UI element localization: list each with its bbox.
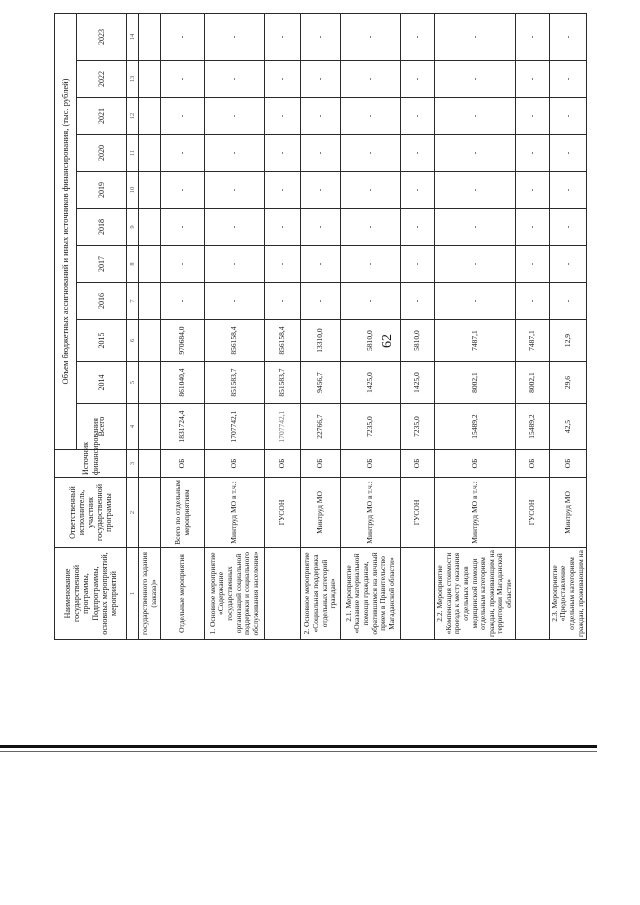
row-year-value-cell: - — [265, 13, 301, 60]
row-year-value-cell: - — [435, 13, 516, 60]
row-responsible-cell: ГУСОН — [265, 478, 301, 548]
row-name-cell: Отдельные мероприятия — [161, 548, 205, 640]
row-year-value-cell: - — [515, 209, 549, 246]
row-year-value-cell: 1425,0 — [341, 362, 401, 404]
row-year-value-cell — [139, 283, 161, 320]
row-year-value-cell: - — [341, 283, 401, 320]
row-source-cell: ОБ — [301, 450, 341, 478]
row-year-value-cell: - — [549, 13, 587, 60]
row-year-value-cell: 7487,1 — [515, 320, 549, 362]
row-total-cell — [139, 404, 161, 450]
table-row — [205, 13, 265, 639]
row-responsible-cell: ГУСОН — [515, 478, 549, 548]
header-year: 2014 — [77, 362, 127, 404]
header-year: 2016 — [77, 283, 127, 320]
row-year-value-cell: - — [301, 13, 341, 60]
row-year-value-cell: - — [161, 98, 205, 135]
row-name-cell: 2. Основное мероприятие «Социальная поддержка отдельных категорий граждан» — [301, 548, 341, 640]
row-year-value-cell: - — [549, 135, 587, 172]
row-year-value-cell: - — [549, 246, 587, 283]
row-responsible-cell: Минтруд МО — [549, 478, 587, 548]
row-year-value-cell: 5810,0 — [341, 320, 401, 362]
row-year-value-cell: - — [265, 246, 301, 283]
row-responsible-cell — [139, 478, 161, 548]
scan-edge-line — [0, 745, 597, 748]
row-source-cell: ОБ — [549, 450, 587, 478]
row-year-value-cell: - — [549, 172, 587, 209]
row-year-value-cell: - — [549, 61, 587, 98]
column-index: 8 — [127, 246, 139, 283]
row-year-value-cell — [139, 320, 161, 362]
row-year-value-cell: 7487,1 — [435, 320, 516, 362]
row-year-value-cell: 1425,0 — [401, 362, 435, 404]
row-year-value-cell: - — [435, 61, 516, 98]
column-index: 1 — [127, 548, 139, 640]
row-year-value-cell — [139, 362, 161, 404]
table-row — [301, 13, 341, 639]
row-name-cell — [265, 548, 301, 640]
row-year-value-cell — [139, 246, 161, 283]
header-year: 2017 — [77, 246, 127, 283]
row-year-value-cell: - — [401, 135, 435, 172]
column-index-row — [127, 13, 139, 639]
row-year-value-cell: - — [515, 246, 549, 283]
row-year-value-cell: 861040,4 — [161, 362, 205, 404]
row-year-value-cell: - — [205, 209, 265, 246]
row-year-value-cell: - — [301, 135, 341, 172]
row-year-value-cell — [139, 135, 161, 172]
row-year-value-cell: - — [341, 13, 401, 60]
row-year-value-cell: - — [435, 172, 516, 209]
row-year-value-cell: - — [515, 13, 549, 60]
row-year-value-cell: - — [301, 61, 341, 98]
row-year-value-cell: - — [205, 61, 265, 98]
row-total-cell: 15489,2 — [515, 404, 549, 450]
table-row — [435, 13, 516, 639]
table-row — [341, 13, 401, 639]
row-year-value-cell: - — [515, 283, 549, 320]
header-source: Источник финансирования — [55, 450, 127, 478]
row-year-value-cell: 5810,0 — [401, 320, 435, 362]
table-row — [549, 13, 587, 639]
header-name: Наименование государственной программы, Подпрограммы, основных мероприятий, мероприятий — [55, 548, 127, 640]
row-year-value-cell: - — [401, 172, 435, 209]
row-name-cell: 1. Основное мероприятие «Содержание государственных организаций социальной поддержки и социального обслуживания населения» — [205, 548, 265, 640]
row-source-cell: ОБ — [205, 450, 265, 478]
row-year-value-cell: - — [161, 61, 205, 98]
row-year-value-cell: - — [205, 246, 265, 283]
row-source-cell: ОБ — [161, 450, 205, 478]
column-index: 2 — [127, 478, 139, 548]
page-number: 62 — [380, 334, 395, 348]
header-year: 2018 — [77, 209, 127, 246]
row-total-cell: 15489,2 — [435, 404, 516, 450]
row-year-value-cell: - — [301, 172, 341, 209]
column-index: 5 — [127, 362, 139, 404]
row-year-value-cell: - — [301, 98, 341, 135]
row-year-value-cell: - — [205, 98, 265, 135]
header-year: 2015 — [77, 320, 127, 362]
row-year-value-cell: - — [341, 209, 401, 246]
row-source-cell: ОБ — [515, 450, 549, 478]
financing-table — [54, 13, 587, 640]
header-year: 2019 — [77, 172, 127, 209]
row-year-value-cell: - — [301, 246, 341, 283]
row-year-value-cell: 8002,1 — [515, 362, 549, 404]
row-source-cell — [139, 450, 161, 478]
row-year-value-cell: - — [161, 246, 205, 283]
row-year-value-cell: - — [401, 13, 435, 60]
column-index: 7 — [127, 283, 139, 320]
row-year-value-cell: - — [435, 135, 516, 172]
row-year-value-cell: - — [265, 283, 301, 320]
row-year-value-cell: 851583,7 — [265, 362, 301, 404]
header-year: 2020 — [77, 135, 127, 172]
row-year-value-cell — [139, 209, 161, 246]
row-year-value-cell — [139, 98, 161, 135]
table-row — [139, 13, 161, 639]
row-year-value-cell: - — [301, 209, 341, 246]
row-year-value-cell: - — [265, 61, 301, 98]
column-index: 4 — [127, 404, 139, 450]
row-year-value-cell: - — [265, 209, 301, 246]
row-responsible-cell: ГУСОН — [401, 478, 435, 548]
row-year-value-cell: - — [401, 209, 435, 246]
row-year-value-cell: - — [515, 61, 549, 98]
table-row — [515, 13, 549, 639]
row-source-cell: ОБ — [341, 450, 401, 478]
row-year-value-cell: - — [515, 135, 549, 172]
row-total-cell: 1707742,1 — [265, 404, 301, 450]
table-row — [161, 13, 205, 639]
row-year-value-cell: - — [401, 61, 435, 98]
row-year-value-cell: - — [341, 61, 401, 98]
column-index: 6 — [127, 320, 139, 362]
row-year-value-cell: - — [549, 209, 587, 246]
row-year-value-cell — [139, 13, 161, 60]
scan-edge-line-thin — [0, 751, 597, 752]
column-index: 3 — [127, 450, 139, 478]
row-total-cell: 1831724,4 — [161, 404, 205, 450]
row-year-value-cell: 856158,4 — [205, 320, 265, 362]
column-index: 13 — [127, 61, 139, 98]
row-year-value-cell: 851583,7 — [205, 362, 265, 404]
row-year-value-cell: - — [401, 283, 435, 320]
row-year-value-cell: 13310,0 — [301, 320, 341, 362]
row-year-value-cell: - — [341, 135, 401, 172]
table-row — [265, 13, 301, 639]
row-year-value-cell: - — [205, 135, 265, 172]
row-year-value-cell: - — [435, 283, 516, 320]
row-year-value-cell: - — [265, 172, 301, 209]
header-span-title: Объем бюджетных ассигнований и иных источников финансирования, (тыс. рублей) — [55, 13, 77, 449]
row-name-cell — [515, 548, 549, 640]
row-name-cell — [401, 548, 435, 640]
rotated-table-sheet — [54, 14, 585, 640]
row-year-value-cell: 8002,1 — [435, 362, 516, 404]
row-year-value-cell: - — [205, 172, 265, 209]
row-year-value-cell: - — [205, 13, 265, 60]
row-year-value-cell: - — [265, 135, 301, 172]
row-responsible-cell: Минтруд МО в т.ч.: — [341, 478, 401, 548]
row-source-cell: ОБ — [265, 450, 301, 478]
row-year-value-cell: - — [341, 172, 401, 209]
row-year-value-cell: - — [549, 98, 587, 135]
row-year-value-cell: 970684,0 — [161, 320, 205, 362]
row-responsible-cell: Минтруд МО в т.ч.: — [435, 478, 516, 548]
column-index: 14 — [127, 13, 139, 60]
row-name-cell: государственного задания (заказа)» — [139, 548, 161, 640]
row-year-value-cell: - — [515, 98, 549, 135]
row-name-cell: 2.2. Мероприятие «Компенсация стоимости проезда к месту оказания отдельных видов медицинской помощи отдельным категориям граждан, проживающим на территории Магаданской области» — [435, 548, 516, 640]
table-row — [401, 13, 435, 639]
row-year-value-cell: 9456,7 — [301, 362, 341, 404]
row-responsible-cell: Всего по отдельным мероприятиям — [161, 478, 205, 548]
row-year-value-cell: - — [265, 98, 301, 135]
row-name-cell: 2.1. Мероприятие «Оказание материальной помощи гражданам, обратившимся на личный прием в Правительство Магаданской области» — [341, 548, 401, 640]
row-year-value-cell: - — [435, 209, 516, 246]
column-index: 9 — [127, 209, 139, 246]
row-year-value-cell: 12,9 — [549, 320, 587, 362]
header-year: 2022 — [77, 61, 127, 98]
header-total: Всего — [77, 404, 127, 450]
row-year-value-cell — [139, 61, 161, 98]
row-source-cell: ОБ — [435, 450, 516, 478]
row-total-cell: 7235,0 — [401, 404, 435, 450]
row-year-value-cell: - — [401, 246, 435, 283]
row-year-value-cell: - — [435, 246, 516, 283]
column-index: 11 — [127, 135, 139, 172]
column-index: 10 — [127, 172, 139, 209]
column-index: 12 — [127, 98, 139, 135]
row-total-cell: 42,5 — [549, 404, 587, 450]
header-year: 2021 — [77, 98, 127, 135]
header-year: 2023 — [77, 13, 127, 60]
row-name-cell: 2.3. Мероприятие «Предоставление отдельным категориям граждан, проживающим на — [549, 548, 587, 640]
row-year-value-cell: - — [161, 172, 205, 209]
row-year-value-cell: 856158,4 — [265, 320, 301, 362]
header-responsible: Ответственный исполнитель, участник государственной программы — [55, 478, 127, 548]
row-year-value-cell: - — [341, 98, 401, 135]
row-responsible-cell: Минтруд МО в т.ч.: — [205, 478, 265, 548]
row-year-value-cell: - — [161, 135, 205, 172]
row-total-cell: 1707742,1 — [205, 404, 265, 450]
row-total-cell: 7235,0 — [341, 404, 401, 450]
row-year-value-cell: - — [161, 283, 205, 320]
row-year-value-cell: - — [435, 98, 516, 135]
row-responsible-cell: Минтруд МО — [301, 478, 341, 548]
row-source-cell: ОБ — [401, 450, 435, 478]
row-year-value-cell: - — [205, 283, 265, 320]
row-year-value-cell: - — [341, 246, 401, 283]
row-total-cell: 22766,7 — [301, 404, 341, 450]
row-year-value-cell: - — [515, 172, 549, 209]
row-year-value-cell — [139, 172, 161, 209]
row-year-value-cell: - — [301, 283, 341, 320]
row-year-value-cell: - — [161, 13, 205, 60]
row-year-value-cell: - — [161, 209, 205, 246]
row-year-value-cell: - — [549, 283, 587, 320]
row-year-value-cell: - — [401, 98, 435, 135]
row-year-value-cell: 29,6 — [549, 362, 587, 404]
